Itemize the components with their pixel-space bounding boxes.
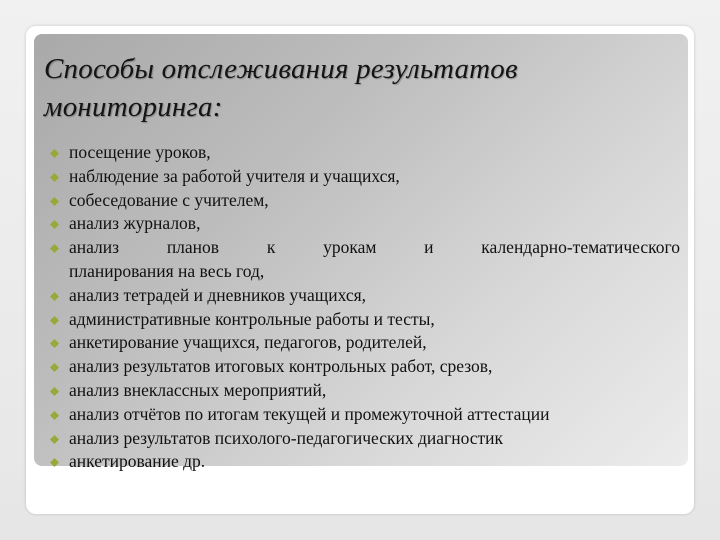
slide-title-line-1: Способы отслеживания результатов <box>44 53 518 85</box>
diamond-bullet-icon <box>50 387 59 396</box>
bullet-list <box>50 141 680 474</box>
list-item <box>50 427 680 451</box>
list-item-text: посещение уроков, <box>69 142 211 162</box>
diamond-bullet-icon <box>50 220 59 229</box>
list-item-text: анкетирование др. <box>69 451 206 472</box>
list-item-text: наблюдение за работой учителя и учащихся, <box>69 165 400 186</box>
list-item-text: административные контрольные работы и тесты, <box>69 308 435 329</box>
list-item-text: собеседование с учителем, <box>69 189 269 210</box>
slide-title-line-2: мониторинга: <box>44 91 223 123</box>
diamond-bullet-icon <box>50 363 59 372</box>
list-item <box>50 308 680 332</box>
list-item <box>50 212 680 236</box>
diamond-bullet-icon <box>50 435 59 444</box>
list-item <box>50 165 680 189</box>
diamond-bullet-icon <box>50 458 59 467</box>
list-item-text: анализ внеклассных мероприятий, <box>69 379 327 400</box>
list-item <box>50 450 680 474</box>
diamond-bullet-icon <box>50 149 59 158</box>
list-item-text: анализ тетрадей и дневников учащихся, <box>69 284 367 305</box>
list-item <box>50 189 680 213</box>
list-item-text: анкетирование учащихся, педагогов, родителей, <box>69 332 427 353</box>
list-item <box>50 403 680 427</box>
list-item <box>50 379 680 403</box>
list-item <box>50 355 680 379</box>
diamond-bullet-icon <box>50 292 59 301</box>
list-item <box>50 331 680 355</box>
list-item <box>50 236 680 284</box>
diamond-bullet-icon <box>50 173 59 182</box>
list-item-text: анализ планов к урокам и календарно-тематического <box>69 237 680 258</box>
diamond-bullet-icon <box>50 197 59 206</box>
list-item-text: анализ отчётов по итогам текущей и промежуточной аттестации <box>69 403 550 424</box>
diamond-bullet-icon <box>50 316 59 325</box>
slide-title <box>44 50 674 126</box>
diamond-bullet-icon <box>50 411 59 420</box>
list-item-text-continuation: планирования на весь год, <box>69 260 265 281</box>
list-item <box>50 284 680 308</box>
list-item-text: анализ результатов итоговых контрольных работ, срезов, <box>69 356 493 377</box>
list-item-text: анализ журналов, <box>69 213 201 234</box>
list-item-text: анализ результатов психолого-педагогических диагностик <box>69 427 504 448</box>
list-item <box>50 141 680 165</box>
diamond-bullet-icon <box>50 244 59 253</box>
diamond-bullet-icon <box>50 339 59 348</box>
